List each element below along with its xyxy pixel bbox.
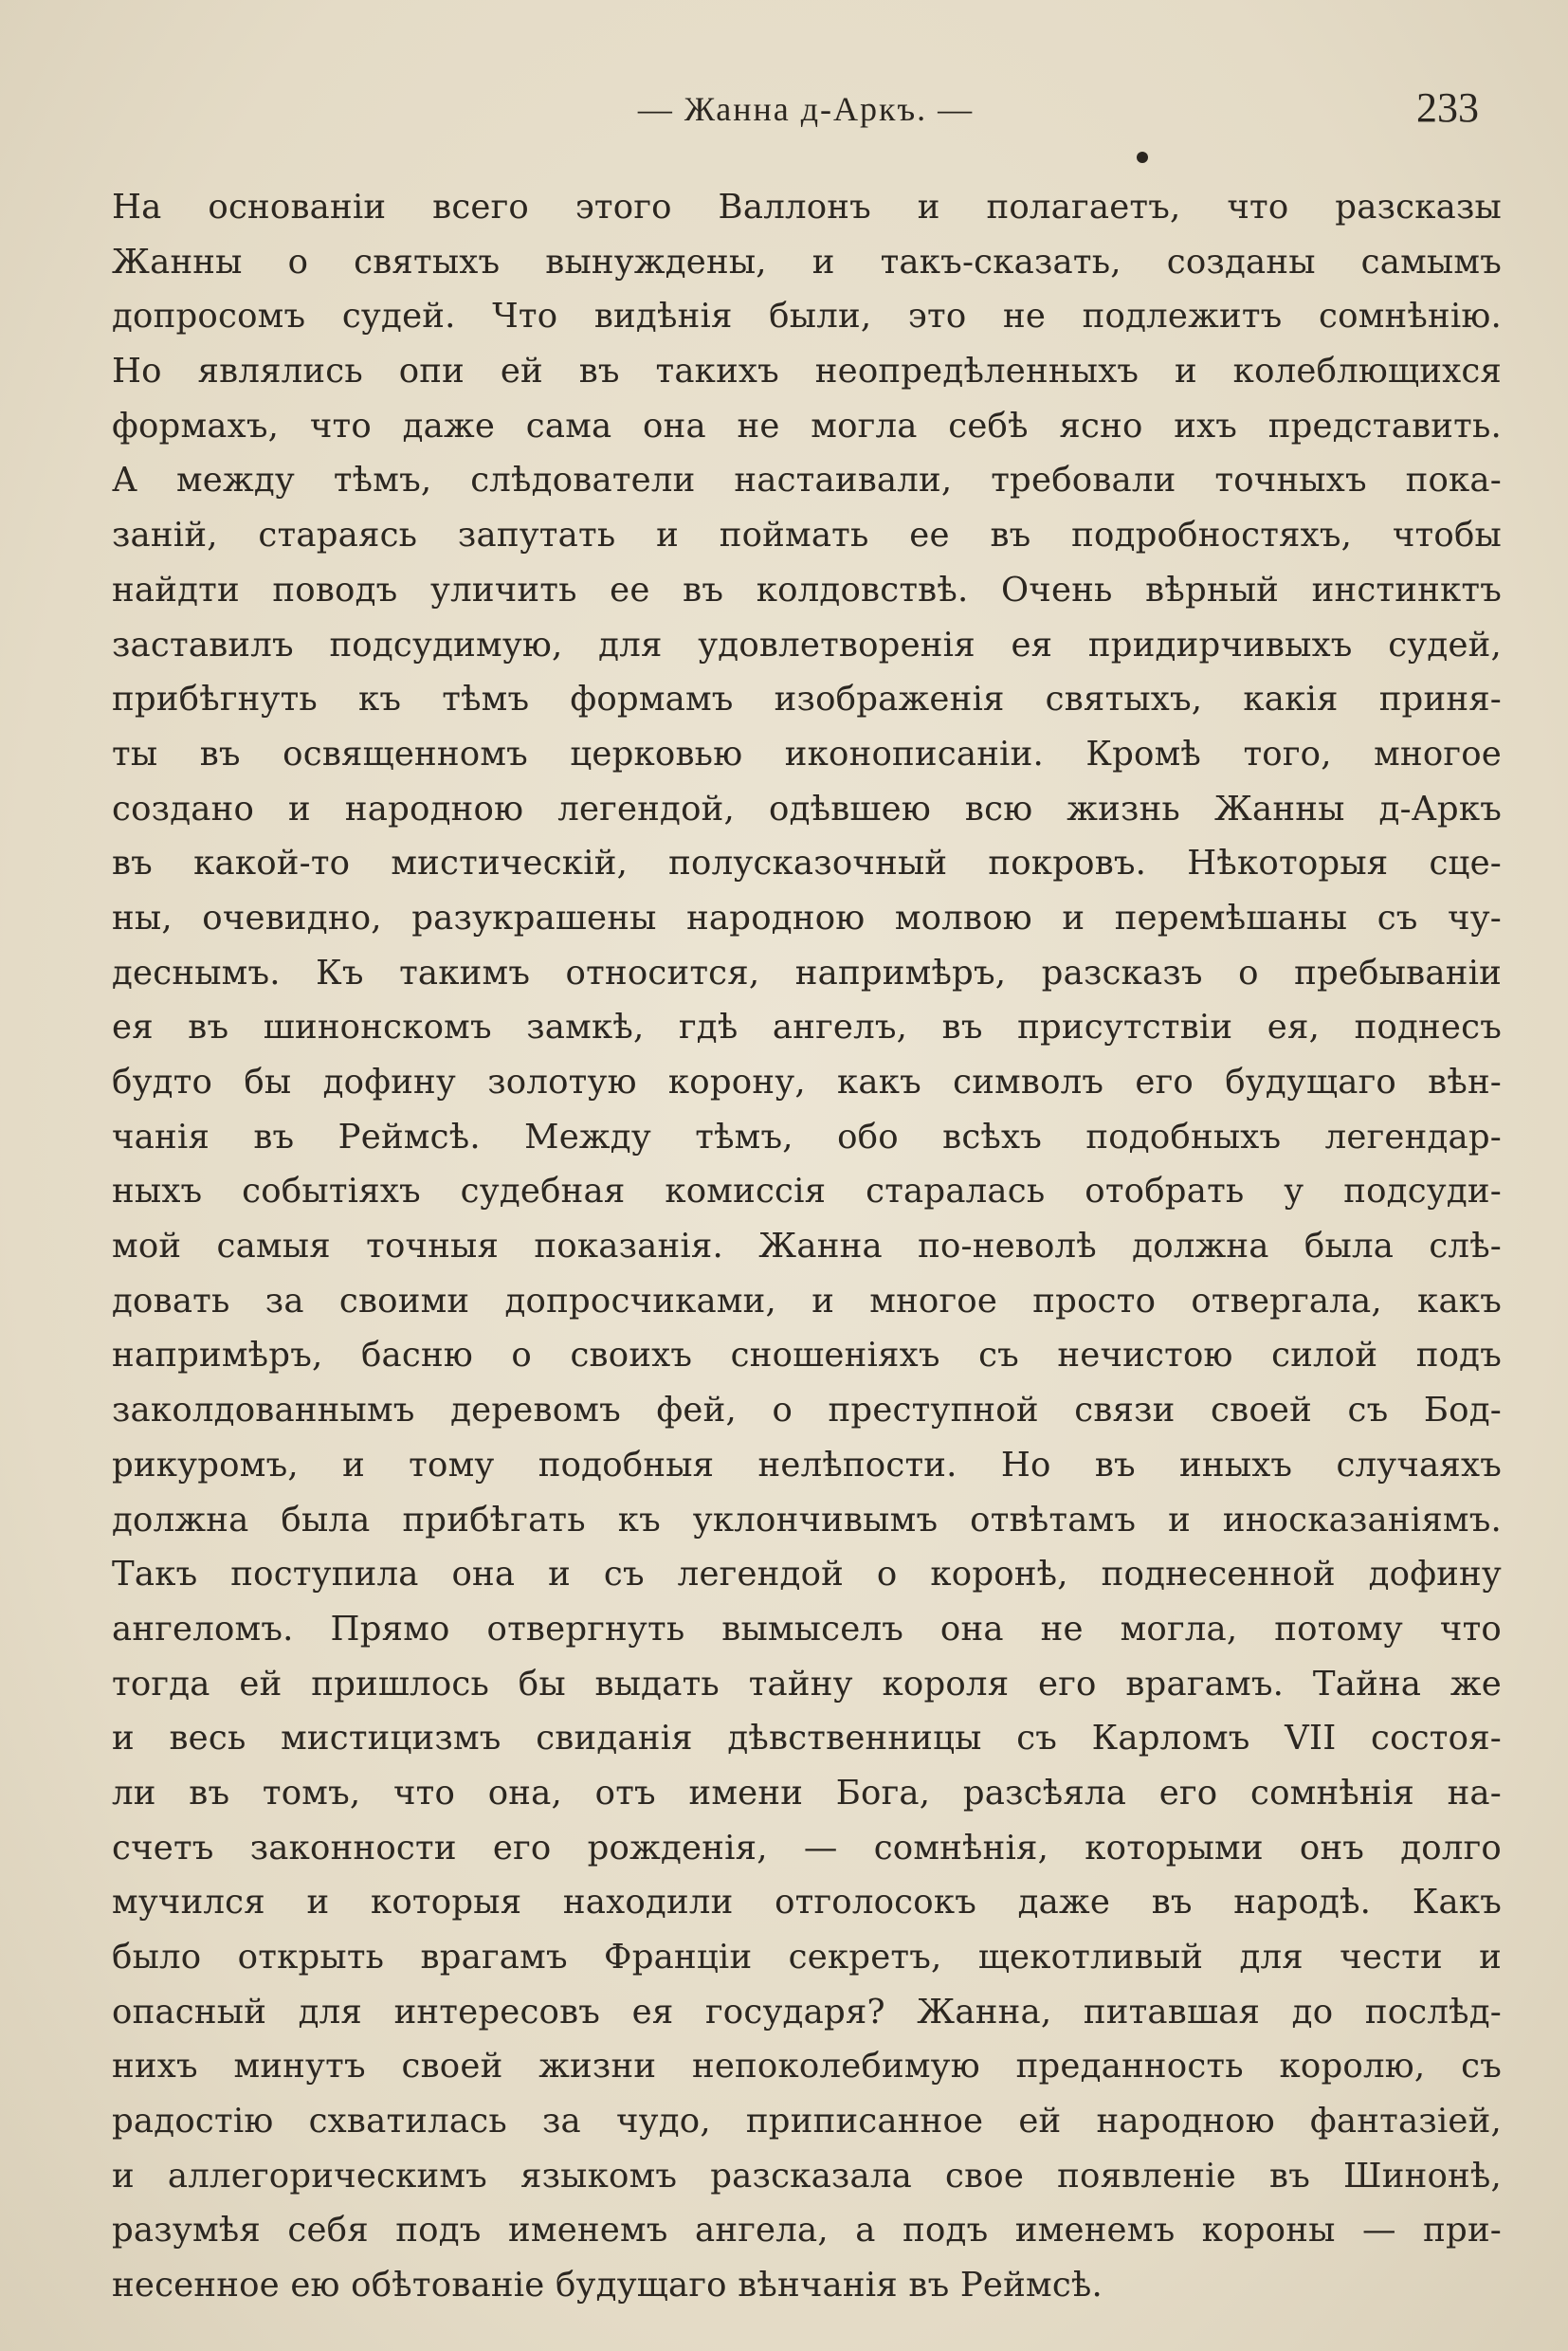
text-line: прибѣгнуть къ тѣмъ формамъ изображенiя святыхъ, какiя приня- bbox=[112, 680, 1502, 720]
text-line: допросомъ судей. Что видѣнiя были, это не подлежитъ сомнѣнiю. bbox=[112, 297, 1502, 337]
text-line: въ какой-то мистическiй, полусказочный покровъ. Нѣкоторыя сце- bbox=[112, 844, 1502, 884]
text-line: напримѣръ, басню о своихъ сношенiяхъ съ нечистою силой подъ bbox=[112, 1336, 1502, 1376]
text-line: ныхъ событiяхъ судебная комиссiя старалась отобрать у подсуди- bbox=[112, 1172, 1502, 1212]
text-line: Такъ поступила она и съ легендой о коронѣ, поднесенной дофину bbox=[112, 1555, 1502, 1595]
text-line: радостiю схватилась за чудо, приписанное ей народною фантазiей, bbox=[112, 2102, 1502, 2141]
text-line: ли въ томъ, что она, отъ имени Бога, разсѣяла его сомнѣнiя на- bbox=[112, 1773, 1502, 1813]
text-line: разумѣя себя подъ именемъ ангела, а подъ именемъ короны — при- bbox=[112, 2211, 1502, 2251]
text-line: деснымъ. Къ такимъ относится, напримѣръ, разсказъ о пребыванiи bbox=[112, 953, 1502, 993]
text-line: опасный для интересовъ ея государя? Жанна, питавшая до послѣд- bbox=[112, 1992, 1502, 2032]
text-line: На основанiи всего этого Валлонъ и полагаетъ, что разсказы bbox=[112, 188, 1502, 227]
text-line: мучился и которыя находили отголосокъ даже въ народѣ. Какъ bbox=[112, 1883, 1502, 1923]
text-line: будто бы дофину золотую корону, какъ символъ его будущаго вѣн- bbox=[112, 1063, 1502, 1102]
running-head bbox=[104, 83, 1507, 140]
text-line: было открыть врагамъ Францiи секретъ, щекотливый для чести и bbox=[112, 1938, 1502, 1977]
body-text bbox=[112, 180, 1502, 2313]
text-line: найдти поводъ уличить ее въ колдовствѣ. Очень вѣрный инстинктъ bbox=[112, 570, 1502, 610]
text-line: занiй, стараясь запутать и поймать ее въ подробностяхъ, чтобы bbox=[112, 516, 1502, 556]
text-line: тогда ей пришлось бы выдать тайну короля его врагамъ. Тайна же bbox=[112, 1664, 1502, 1704]
text-line: ты въ освященномъ церковью иконописанiи. Кромѣ того, многое bbox=[112, 734, 1502, 774]
page-number: 233 bbox=[1416, 84, 1479, 131]
text-line: Жанны о святыхъ вынуждены, и такъ-сказать, созданы самымъ bbox=[112, 242, 1502, 282]
text-line: заставилъ подсудимую, для удовлетворенiя ея придирчивыхъ судей, bbox=[112, 625, 1502, 665]
text-line: ны, очевидно, разукрашены народною молвою и перемѣшаны съ чу- bbox=[112, 898, 1502, 938]
text-line: ангеломъ. Прямо отвергнуть вымыселъ она не могла, потому что bbox=[112, 1609, 1502, 1649]
text-line: довать за своими допросчиками, и многое просто отвергала, какъ bbox=[112, 1281, 1502, 1321]
text-line: формахъ, что даже сама она не могла себѣ ясно ихъ представить. bbox=[112, 406, 1502, 446]
text-line: и весь мистицизмъ свиданiя дѣвственницы съ Карломъ VII состоя- bbox=[112, 1719, 1502, 1759]
text-line: рикуромъ, и тому подобныя нелѣпости. Но въ иныхъ случаяхъ bbox=[112, 1445, 1502, 1485]
text-line: должна была прибѣгать къ уклончивымъ отвѣтамъ и иносказанiямъ. bbox=[112, 1500, 1502, 1540]
text-line: счетъ законности его рожденiя, — сомнѣнiя, которыми онъ долго bbox=[112, 1828, 1502, 1868]
text-line: создано и народною легендой, одѣвшею всю жизнь Жанны д-Аркъ bbox=[112, 789, 1502, 829]
ink-spot-mark bbox=[1137, 152, 1148, 163]
text-line: и аллегорическимъ языкомъ разсказала свое появленiе въ Шинонѣ, bbox=[112, 2156, 1502, 2196]
text-line: нихъ минутъ своей жизни непоколебимую преданность королю, съ bbox=[112, 2047, 1502, 2087]
text-line: А между тѣмъ, слѣдователи настаивали, требовали точныхъ пока- bbox=[112, 461, 1502, 501]
text-line: несенное ею обѣтованiе будущаго вѣнчанiя въ Реймсѣ. bbox=[112, 2266, 1103, 2305]
text-line: чанiя въ Реймсѣ. Между тѣмъ, обо всѣхъ подобныхъ легендар- bbox=[112, 1117, 1502, 1157]
text-line: ея въ шинонскомъ замкѣ, гдѣ ангелъ, въ присутствiи ея, поднесъ bbox=[112, 1008, 1502, 1048]
running-title: — Жанна д-Аркъ. — bbox=[637, 90, 975, 128]
text-line: мой самыя точныя показанiя. Жанна по-неволѣ должна была слѣ- bbox=[112, 1227, 1502, 1267]
text-line: Но являлись опи ей въ такихъ неопредѣленныхъ и колеблющихся bbox=[112, 352, 1502, 392]
text-line: заколдованнымъ деревомъ фей, о преступной связи своей съ Бод- bbox=[112, 1391, 1502, 1431]
